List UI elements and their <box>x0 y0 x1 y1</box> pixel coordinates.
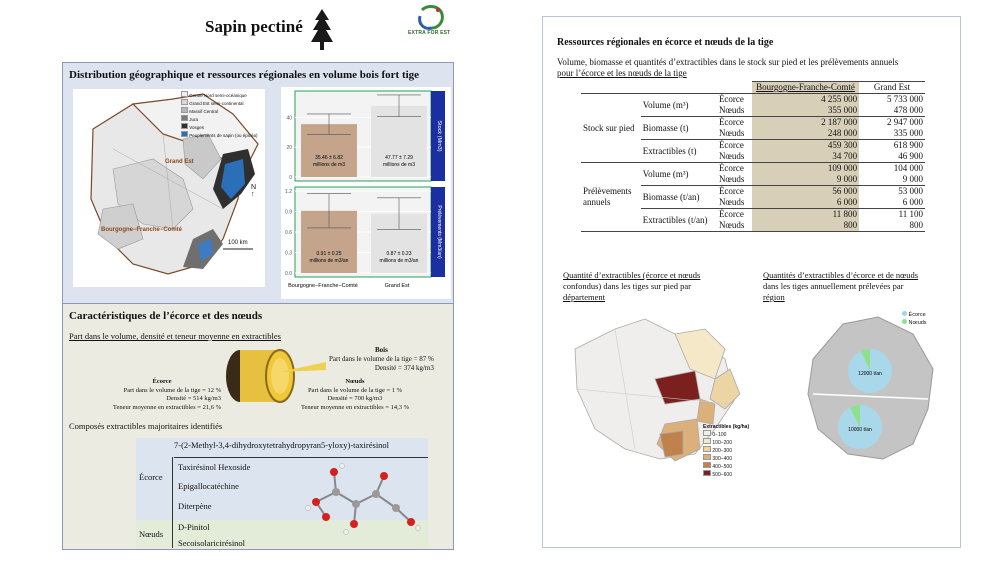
map2-caption-line: Quantités d’extractibles d’écorce et de nœuds <box>763 270 919 280</box>
value-ge: 11 100 <box>859 209 925 221</box>
caracteristiques-panel <box>62 303 454 550</box>
part-label: Écorce <box>717 163 752 175</box>
legend-swatch <box>703 470 711 476</box>
bois-annotation <box>329 346 434 373</box>
prel-strip-label: Prélèvements (Mm3/an) <box>436 205 442 259</box>
legend-swatch <box>703 462 711 468</box>
legend-swatch <box>703 438 711 444</box>
north-arrow-icon: N ↑ <box>251 184 257 198</box>
geo-panel-title: Distribution géographique et ressources régionales en volume bois fort tige <box>69 69 420 81</box>
legend-dot <box>902 311 907 316</box>
map-scale-label: 100 km <box>228 240 248 246</box>
map1-legend-item: 200−300 <box>703 446 749 454</box>
group-label: Prélèvements annuels <box>581 163 641 232</box>
part-label: Nœuds <box>718 197 745 207</box>
part-label: Nœuds <box>718 105 745 115</box>
noeuds-annotation <box>285 378 425 412</box>
ecorce-line: Teneur moyenne en extractibles = 21,6 % <box>112 403 221 411</box>
measure-label: Biomasse (t/an) <box>641 186 717 209</box>
map2-caption-line: région <box>763 292 785 302</box>
measure-label: Volume (m³) <box>641 94 717 117</box>
noeuds-line: Teneur moyenne en extractibles = 14,3 % <box>300 403 410 411</box>
value-bfc: 34 700 <box>752 151 859 163</box>
bar-value-label: 0.91 ± 0.25 <box>316 251 342 257</box>
value-ge: 9 000 <box>902 174 923 184</box>
value-bfc: 800 <box>752 220 859 232</box>
table-header-row <box>581 82 925 94</box>
part-label: Écorce <box>717 140 752 152</box>
geo-distribution-panel <box>62 62 454 304</box>
map1-legend-item: 0−100 <box>703 430 749 438</box>
compound-divider <box>174 457 428 458</box>
bar-value-label: 0.87 ± 0.23 <box>386 251 412 257</box>
right-page-title: Ressources régionales en écorce et nœuds de la tige <box>557 37 774 48</box>
compound-item: Epigallocatéchine <box>178 481 239 491</box>
map2-legend <box>902 311 927 327</box>
part-label: Écorce <box>717 186 752 198</box>
pie2-label: 10000 t/an <box>848 427 872 433</box>
measure-label: Extractibles (t) <box>641 140 717 163</box>
value-bfc: 56 000 <box>752 186 859 198</box>
column-header: Bourgogne-Franche-Comté <box>752 82 859 94</box>
noeuds-label: Nœuds <box>345 378 365 385</box>
column-header: Grand Est <box>859 82 925 94</box>
compound-item: D-Pinitol <box>178 522 210 532</box>
bar-unit-label: millions de m3 <box>313 162 345 168</box>
legend-swatch <box>703 446 711 452</box>
map1-caption-line: confondus) dans les tiges sur pied par <box>563 281 691 291</box>
right-subtitle-line: pour l’écorce et les nœuds de la tige <box>557 68 687 78</box>
compounds-table <box>136 438 428 548</box>
part-label: Écorce <box>717 209 752 221</box>
resources-table <box>581 81 925 232</box>
bar-unit-label: millions de m3/an <box>309 258 349 264</box>
map1-caption-line: département <box>563 292 606 302</box>
value-ge: 5 733 000 <box>859 94 925 106</box>
y-tick-label: 20 <box>286 145 292 152</box>
bar-unit-label: millions de m3 <box>383 162 415 168</box>
measure-label: Volume (m³) <box>641 163 717 186</box>
bois-line: Densité = 374 kg/m3 <box>374 364 434 372</box>
value-ge: 6 000 <box>902 197 923 207</box>
ecorce-line: Part dans le volume de la tige = 12 % <box>123 386 221 394</box>
map-legend-item: Vosges <box>181 123 258 131</box>
north-label: N <box>251 184 257 191</box>
map1-legend-item: 300−400 <box>703 454 749 462</box>
distribution-map <box>73 89 265 287</box>
compounds-title: Composés extractibles majoritaires identifiés <box>69 421 223 431</box>
molecule-model-image <box>296 462 426 546</box>
legend-swatch <box>703 430 711 436</box>
bois-label: Bois <box>375 346 388 354</box>
group-label: Stock sur pied <box>581 94 641 163</box>
map1-legend-title: Extractibles (kg/ha) <box>703 424 750 430</box>
bar-value-label: 35.46 ± 6.82 <box>315 155 343 161</box>
part-label: Nœuds <box>718 151 745 161</box>
map2-caption <box>763 270 918 303</box>
value-bfc: 459 300 <box>752 140 859 152</box>
map-label-grand-est: Grand Est <box>165 159 194 165</box>
ressources-charts <box>281 87 451 299</box>
y-tick-label: 0.3 <box>285 250 292 257</box>
value-ge: 2 947 000 <box>859 117 925 129</box>
map1-legend-item: 100−200 <box>703 438 749 446</box>
map-legend-item: Peuplements de sapin (ou épicéa) <box>181 131 258 139</box>
value-ge: 800 <box>909 220 923 230</box>
right-subtitle-line: Volume, biomasse et quantités d’extractibles dans le stock sur pied et les prélèvements annuels <box>557 57 899 67</box>
map1-caption-line: Quantité d’extractibles (écorce et nœuds <box>563 270 701 280</box>
compound-header: 7-(2-Methyl-3,4-dihydroxytetrahydropyran5-yloxy)-taxirésinol <box>174 440 390 450</box>
part-label: Nœuds <box>718 220 745 230</box>
bois-line: Part dans le volume de la tige = 87 % <box>329 355 434 363</box>
map2-legend-item: Nœuds <box>902 319 927 327</box>
compound-vline <box>172 457 173 548</box>
fir-tree-icon <box>310 8 334 52</box>
map1-legend-item: 400−500 <box>703 462 749 470</box>
compound-item: Taxirésinol Hexoside <box>178 462 251 472</box>
map2-caption-line: dans les tiges annuellement prélevées par <box>763 281 904 291</box>
y-tick-label: 0.0 <box>285 271 292 277</box>
value-ge: 478 000 <box>893 105 923 115</box>
ecorce-annotation <box>103 378 221 412</box>
compound-item: Diterpène <box>178 501 212 511</box>
value-ge: 618 900 <box>859 140 925 152</box>
part-label: Écorce <box>717 94 752 106</box>
value-bfc: 4 255 000 <box>752 94 859 106</box>
bar-value-label: 47.77 ± 7.29 <box>385 155 413 161</box>
value-ge: 53 000 <box>859 186 925 198</box>
ecorce-group-label: Écorce <box>139 472 163 482</box>
logo-text: EXTRA FOR EST <box>408 30 451 36</box>
measure-label: Extractibles (t/an) <box>641 209 717 232</box>
part-label: Nœuds <box>718 128 745 138</box>
value-bfc: 2 187 000 <box>752 117 859 129</box>
x-category-label: Grand Est <box>384 283 410 289</box>
carac-panel-title: Caractéristiques de l’écorce et des nœuds <box>69 310 263 322</box>
bar-unit-label: millions de m3/an <box>379 258 419 264</box>
part-label: Écorce <box>717 117 752 129</box>
value-bfc: 355 000 <box>752 105 859 117</box>
legend-dot <box>902 319 907 324</box>
part-label: Nœuds <box>718 174 745 184</box>
value-bfc: 109 000 <box>752 163 859 175</box>
value-bfc: 248 000 <box>752 128 859 140</box>
legend-swatch <box>703 454 711 460</box>
map1-legend <box>703 424 749 478</box>
stock-strip-label: Stock (Mm3) <box>436 120 442 152</box>
map-legend-item: Jura <box>181 115 258 123</box>
compound-item: Secoisolaricirésinol <box>178 538 246 548</box>
y-tick-label: 40 <box>286 115 292 122</box>
value-bfc: 9 000 <box>752 174 859 186</box>
map-legend-item: Massif Central <box>181 107 258 115</box>
extractibles-region-map <box>798 309 948 469</box>
ecorce-label: Écorce <box>152 378 172 385</box>
noeuds-group-label: Nœuds <box>139 529 164 539</box>
carac-subtitle: Part dans le volume, densité et teneur moyenne en extractibles <box>69 331 281 341</box>
table-row <box>581 94 925 106</box>
map1-caption <box>563 270 700 303</box>
y-tick-label: 0.9 <box>285 209 292 216</box>
map-label-bfc: Bourgogne−Franche−Comté <box>101 227 183 233</box>
y-tick-label: 0.6 <box>285 230 292 236</box>
y-tick-label: 1.2 <box>285 189 292 195</box>
value-bfc: 6 000 <box>752 197 859 209</box>
table-row <box>581 163 925 175</box>
noeuds-line: Densité = 700 kg/m3 <box>327 395 383 402</box>
y-tick-label: 0 <box>289 175 292 181</box>
right-page <box>542 16 961 548</box>
value-ge: 46 900 <box>898 151 923 161</box>
map-legend <box>181 91 258 139</box>
x-category-label: Bourgogne−Franche−Comté <box>288 283 358 289</box>
page-title: Sapin pectiné <box>205 17 303 36</box>
map1-legend-item: 500−600 <box>703 470 749 478</box>
map2-legend-item: Écorce <box>902 311 927 319</box>
measure-label: Biomasse (t) <box>641 117 717 140</box>
map-legend-item: Grand Est semi-continental <box>181 99 258 107</box>
value-bfc: 11 800 <box>752 209 859 221</box>
value-ge: 335 000 <box>893 128 923 138</box>
ecorce-line: Densité = 514 kg/m3 <box>166 395 221 402</box>
map-legend-item: Centre Nord semi-océanique <box>181 91 258 99</box>
pie1-label: 12000 t/an <box>858 371 882 377</box>
value-ge: 104 000 <box>859 163 925 175</box>
noeuds-line: Part dans le volume de la tige = 1 % <box>307 386 403 394</box>
